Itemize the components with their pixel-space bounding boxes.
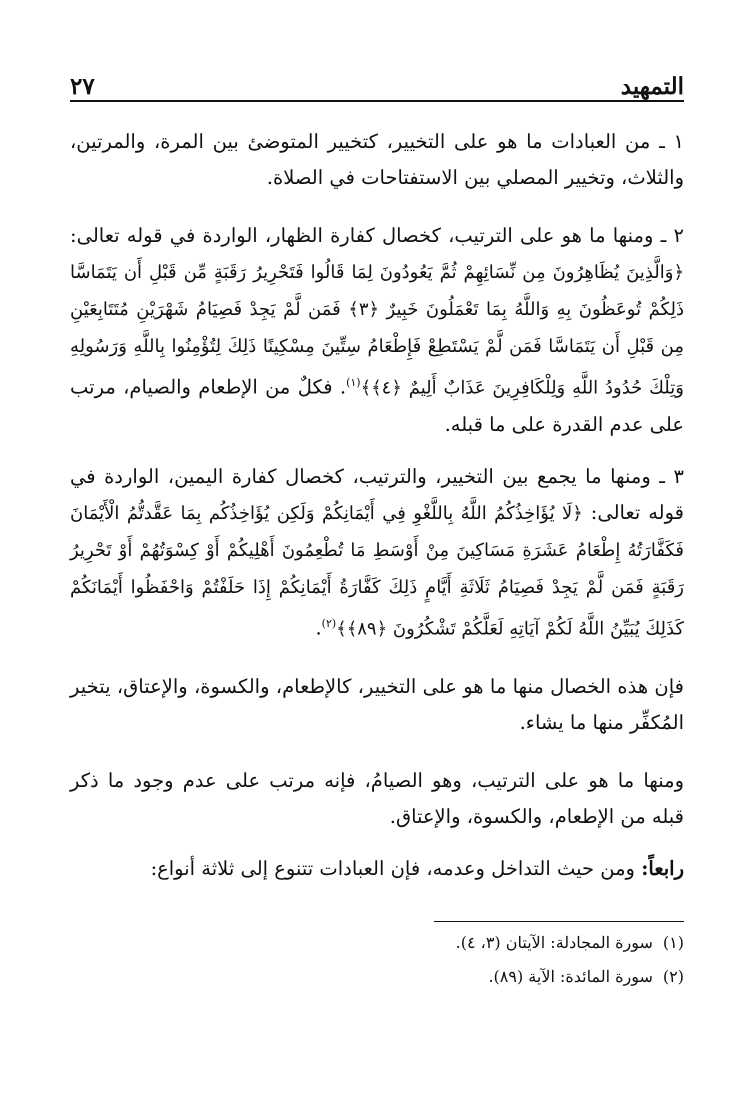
quran-verse-zihar: ﴿وَالَّذِينَ يُظَاهِرُونَ مِن نِّسَائِهِمْ ثُمَّ يَعُودُونَ لِمَا قَالُوا فَتَحْرِيرُ رَقَبَةٍ مِّن قَبْلِ أَن يَتَمَاسَّا ذَلِكُمْ تُوعَظُونَ بِهِ وَاللَّهُ بِمَا تَعْمَلُونَ خَبِيرٌ ﴿٣﴾ فَمَن لَّمْ يَجِدْ فَصِيَامُ شَهْرَيْنِ مُتَتَابِعَيْنِ مِن قَبْلِ أَن يَتَمَاسَّا فَمَن لَّمْ يَسْتَطِعْ فَإِطْعَامُ سِتِّينَ مِسْكِينًا ذَلِكَ لِتُؤْمِنُوا بِاللَّهِ وَرَسُولِهِ وَتِلْكَ حُدُودُ اللَّهِ وَلِلْكَافِرِينَ عَذَابٌ أَلِيمٌ ﴿٤﴾﴾ [70,262,684,399]
footnote-1 [70,928,684,958]
paragraph-6-text: ومن حيث التداخل وعدمه، فإن العبادات تتنوع إلى ثلاثة أنواع: [150,857,635,880]
paragraph-2-conclusion: فكلٌ من الإطعام والصيام، مرتب على عدم القدرة على ما قبله. [70,375,684,436]
book-page [70,58,684,992]
section-label-fourth: رابعاً: [641,857,684,880]
paragraph-1: ١ ـ من العبادات ما هو على التخيير، كتخيير المتوضئ بين المرة، والمرتين، والثلاث، وتخيير المصلي بين الاستفتاحات في الصلاة. [70,130,684,189]
paragraph-3-intro: ٣ ـ ومنها ما يجمع بين التخيير، والترتيب، كخصال كفارة اليمين، الواردة في قوله تعالى: [70,464,685,524]
footnote-2-text: سورة المائدة: الآية (٨٩). [488,967,653,986]
footnote-ref-2: (٢) [321,616,337,630]
footnote-1-number: (١) [662,933,684,952]
chapter-title: التمهيد [620,73,684,100]
paragraph-3: ٣ ـ ومنها ما يجمع بين التخيير، والترتيب، كخصال كفارة اليمين، الواردة في قوله تعالى: ﴿لَا يُؤَاخِذُكُمُ اللَّهُ بِاللَّغْوِ فِي أَيْمَانِكُمْ وَلَكِن يُؤَاخِذُكُم بِمَا عَقَّدتُّمُ الْأَيْمَانَ فَكَفَّارَتُهُ إِطْعَامُ عَشَرَةِ مَسَاكِينَ مِنْ أَوْسَطِ مَا تُطْعِمُونَ أَهْلِيكُمْ أَوْ كِسْوَتُهُمْ أَوْ تَحْرِيرُ رَقَبَةٍ فَمَن لَّمْ يَجِدْ فَصِيَامُ ثَلَاثَةِ أَيَّامٍ ذَلِكَ كَفَّارَةُ أَيْمَانِكُمْ إِذَا حَلَفْتُمْ وَاحْفَظُوا أَيْمَانَكُمْ كَذَلِكَ يُبَيِّنُ اللَّهُ لَكُمْ آيَاتِهِ لَعَلَّكُمْ تَشْكُرُونَ ﴿٨٩﴾﴾$^{(٢)}$. [70,464,685,639]
footnote-1-text: سورة المجادلة: الآيتان (٣، ٤). [455,933,653,952]
footnote-2 [70,962,684,992]
paragraph-5: ومنها ما هو على الترتيب، وهو الصيامُ، فإنه مرتب على عدم وجود ما ذكر قبله من الإطعام، والكسوة، والإعتاق. [70,769,684,828]
footnote-ref-1: (١) [346,376,361,389]
paragraph-4: فإن هذه الخصال منها ما هو على التخيير، كالإطعام، والكسوة، والإعتاق، يتخير المُكفِّر منها ما يشاء. [70,675,684,734]
footnote-separator [434,921,684,922]
paragraph-6 [70,851,684,887]
footnote-2-number: (٢) [662,967,684,986]
page-header [70,58,684,102]
paragraph-2-intro: ٢ ـ ومنها ما هو على الترتيب، كخصال كفارة الظهار، الواردة في قوله تعالى: [70,224,684,247]
paragraph-2: ٢ ـ ومنها ما هو على الترتيب، كخصال كفارة الظهار، الواردة في قوله تعالى: ﴿وَالَّذِينَ يُظَاهِرُونَ مِن نِّسَائِهِمْ ثُمَّ يَعُودُونَ لِمَا قَالُوا فَتَحْرِيرُ رَقَبَةٍ مِّن قَبْلِ أَن يَتَمَاسَّا ذَلِكُمْ تُوعَظُونَ بِهِ وَاللَّهُ بِمَا تَعْمَلُونَ خَبِيرٌ ﴿٣﴾ فَمَن لَّمْ يَجِدْ فَصِيَامُ شَهْرَيْنِ مُتَتَابِعَيْنِ مِن قَبْلِ أَن يَتَمَاسَّا فَمَن لَّمْ يَسْتَطِعْ فَإِطْعَامُ سِتِّينَ مِسْكِينًا ذَلِكَ لِتُؤْمِنُوا بِاللَّهِ وَرَسُولِهِ وَتِلْكَ حُدُودُ اللَّهِ وَلِلْكَافِرِينَ عَذَابٌ أَلِيمٌ ﴿٤﴾﴾$^{(١)}$. فكلٌ من الإطعام والصيام، مرتب على عدم القدرة على ما قبله. [70,224,684,436]
quran-verse-yamin: ﴿لَا يُؤَاخِذُكُمُ اللَّهُ بِاللَّغْوِ فِي أَيْمَانِكُمْ وَلَكِن يُؤَاخِذُكُم بِمَا عَقَّدتُّمُ الْأَيْمَانَ فَكَفَّارَتُهُ إِطْعَامُ عَشَرَةِ مَسَاكِينَ مِنْ أَوْسَطِ مَا تُطْعِمُونَ أَهْلِيكُمْ أَوْ كِسْوَتُهُمْ أَوْ تَحْرِيرُ رَقَبَةٍ فَمَن لَّمْ يَجِدْ فَصِيَامُ ثَلَاثَةِ أَيَّامٍ ذَلِكَ كَفَّارَةُ أَيْمَانِكُمْ إِذَا حَلَفْتُمْ وَاحْفَظُوا أَيْمَانَكُمْ كَذَلِكَ يُبَيِّنُ اللَّهُ لَكُمْ آيَاتِهِ لَعَلَّكُمْ تَشْكُرُونَ ﴿٨٩﴾﴾ [70,502,684,639]
page-number: ٢٧ [70,73,95,100]
